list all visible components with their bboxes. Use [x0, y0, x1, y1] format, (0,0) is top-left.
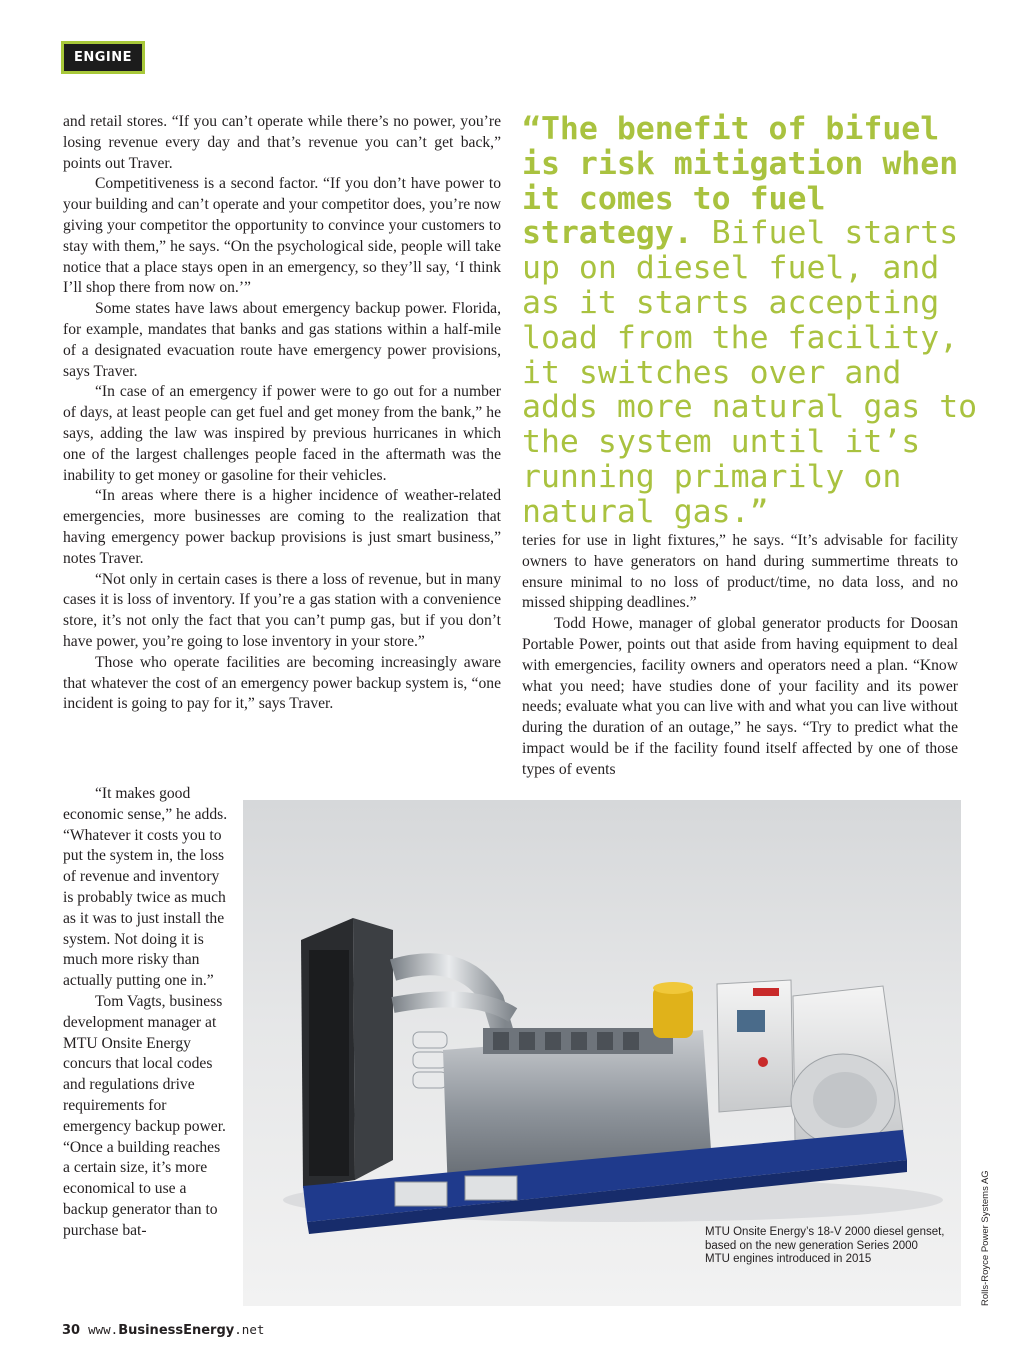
body-paragraph: “It makes good economic sense,” he adds. “Whatever it costs you to put the system in, the loss of revenue and inventory is probably twice as much as it was to just install the system. Not doing it is much more risky than actually putting one in.”	[63, 785, 228, 990]
page-footer	[62, 1322, 264, 1338]
body-paragraph: Todd Howe, manager of global generator products for Doosan Portable Power, points out that aside from having equipment to deal with emergencies, facility owners and operators need a plan. “Know what you need; have studies done of your facility and its power needs; evaluate what you can live with and what you can live without during the duration of an outage,” he says. “Try to predict what the impact would be if the facility found itself affected by one of those types of events	[522, 615, 958, 778]
body-paragraph: “In case of an emergency if power were to go out for a number of days, at least people can get fuel and get money from the bank,” he says, adding the law was inspired by previous hurricanes in which one of the largest challenges people faced in the aftermath was the inability to get money or gasoline for their vehicles.	[63, 383, 501, 484]
body-paragraph: Those who operate facilities are becoming increasingly aware that whatever the cost of an emergency power backup system is, “one incident is going to pay for it,” says Traver.	[63, 653, 501, 713]
pull-quote-rest: Bifuel starts up on diesel fuel, and as it starts accepting load from the facility, it switches over and adds more natural gas to the system until it’s running primarily on natural gas.”	[522, 215, 978, 530]
body-paragraph: Competitiveness is a second factor. “If you don’t have power to your building and can’t operate and your competitor does, you’re now giving your competitor the opportunity to convince your customers to stay with them,” he says. “On the psychological side, people will take notice that a place stays open in an emergency, so they’ll say, ‘I think I’ll shop there from now on.’”	[63, 175, 501, 297]
site-prefix: www.	[88, 1322, 119, 1337]
left-column-narrow	[63, 784, 229, 1242]
photo-caption: MTU Onsite Energy’s 18-V 2000 diesel genset, based on the new generation Series 2000 MTU engines introduced in 2015	[705, 1226, 945, 1265]
site-suffix: .net	[234, 1322, 265, 1337]
site-brand: BusinessEnergy	[118, 1323, 235, 1338]
pull-quote-lead: “The benefit of bifuel is risk mitigation when it comes to fuel strategy.	[522, 111, 959, 252]
body-paragraph: “In areas where there is a higher incidence of weather-related emergencies, more businesses are coming to the realization that having emergency power backup provisions is just smart business,” notes Traver.	[63, 487, 501, 567]
page-number: 30	[62, 1323, 81, 1338]
body-paragraph: teries for use in light fixtures,” he says. “It’s advisable for facility owners to have generators on hand during summertime threats to ensure minimal to no loss of product/time, no data loss, and no missed shipping deadlines.”	[522, 532, 958, 612]
body-paragraph: and retail stores. “If you can’t operate while there’s no power, you’re losing revenue every day and that’s revenue you can’t get back,” points out Traver.	[63, 113, 501, 172]
body-paragraph: Tom Vagts, business development manager at MTU Onsite Energy concurs that local codes and regulations drive requirements for emergency backup power. “Once a building reaches a certain size, it’s more economical to use a backup generator than to purchase bat-	[63, 992, 226, 1239]
body-paragraph: Some states have laws about emergency backup power. Florida, for example, mandates that banks and gas stations within a half-mile of a designated evacuation route have emergency power provisions, says Traver.	[63, 300, 501, 380]
photo-credit: Rolls-Royce Power Systems AG	[980, 1170, 991, 1306]
section-tag: ENGINE	[61, 41, 145, 74]
right-column	[522, 531, 958, 781]
left-column	[63, 112, 501, 715]
body-paragraph: “Not only in certain cases is there a loss of revenue, but in many cases it is loss of inventory. If you’re a gas station with a convenience store, it’s not only the fact that you can’t pump gas, but if you don’t have power, you’re going to lose inventory in your store.”	[63, 570, 501, 650]
pull-quote	[522, 112, 982, 530]
